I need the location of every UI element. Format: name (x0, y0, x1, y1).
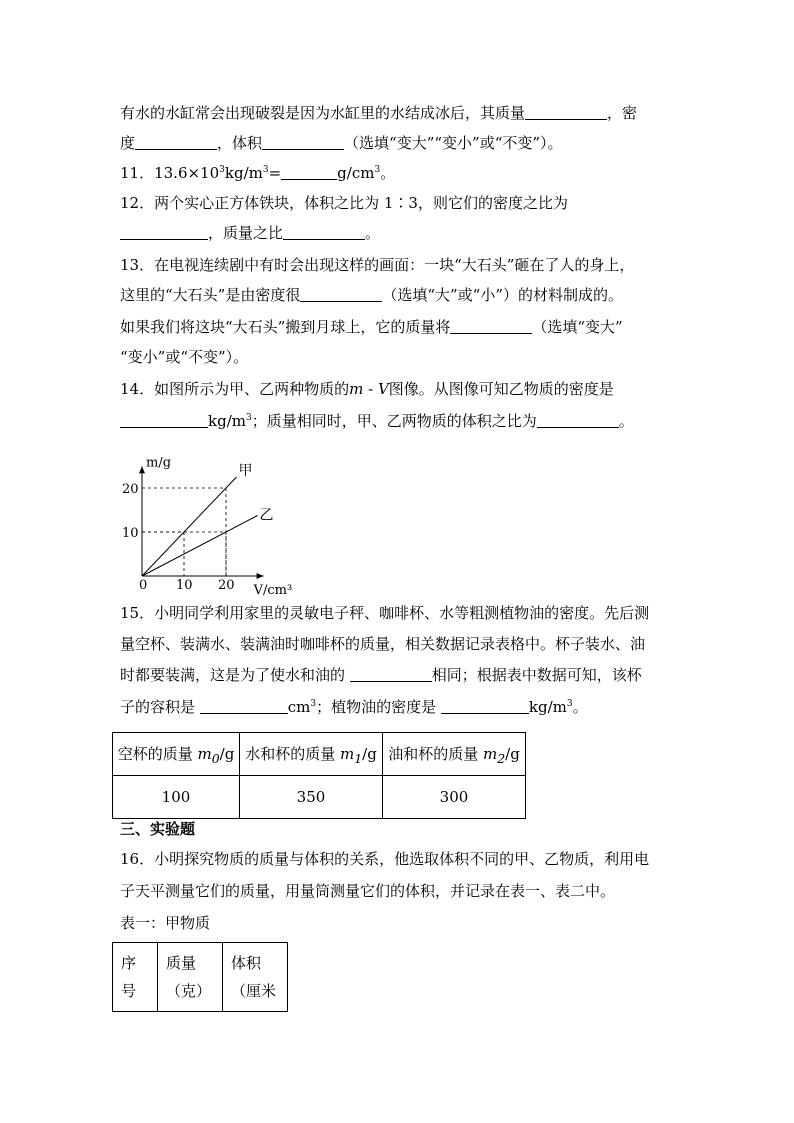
q15-unit-b: kg/m (528, 698, 567, 716)
q13-line-1 (120, 254, 634, 276)
q16-line-2 (120, 880, 615, 902)
q15-line-2 (120, 633, 645, 655)
series-line-2 (142, 516, 258, 577)
answer-blank[interactable] (350, 667, 432, 682)
q13-line-4 (120, 346, 248, 368)
q16-table-1 (112, 942, 288, 1012)
header-sub: 2 (497, 750, 506, 766)
q13-text-d: 如果我们将这块“大石头”搬到月球上，它的质量将 (120, 318, 451, 336)
q12-text: 12．两个实心正方体铁块，体积之比为 1∶3，则它们的密度之比为 (120, 194, 568, 212)
table-header-cell (158, 943, 223, 1012)
header-line: 序 (121, 954, 137, 972)
answer-blank[interactable] (135, 135, 217, 150)
y-tick-label: 20 (122, 482, 139, 497)
header-unit: /g (505, 744, 520, 763)
x-axis-arrow (257, 573, 264, 579)
header-sub: 1 (354, 750, 363, 766)
y-axis-arrow (139, 466, 145, 473)
series-line-1 (142, 477, 237, 576)
q10-text-c: 度 (120, 134, 136, 152)
y-axis-label: m/g (146, 455, 172, 471)
answer-blank[interactable] (120, 225, 208, 240)
q14-text: 14．如图所示为甲、乙两种物质的 (120, 380, 350, 398)
table-header-row (113, 733, 526, 776)
q15-unit-b-exp: 3 (566, 699, 573, 709)
q13-line-2 (120, 284, 623, 306)
header-sub: 0 (211, 750, 220, 766)
answer-blank[interactable] (281, 165, 337, 180)
q10-text-a: 有水的水缸常会出现破裂是因为水缸里的水结成冰后，其质量 (120, 104, 526, 122)
x-tick-label: 20 (218, 578, 235, 593)
q15-text-f: ；植物油的密度是 (316, 698, 441, 716)
mv-graph (120, 448, 320, 598)
header-var: m (482, 744, 498, 763)
header-line: 体积 (231, 954, 262, 972)
q15-text-b: 量空杯、装满水、装满油时咖啡杯的质量，相关数据记录表格中。杯子装水、油 (120, 635, 646, 653)
section-title: 三、实验题 (120, 820, 196, 838)
q15-line-4 (120, 696, 588, 718)
q15-text-g: 。 (572, 698, 588, 716)
q16-line-1 (120, 848, 649, 870)
q15-line-1 (120, 602, 649, 624)
q10-text-d: ，体积 (217, 134, 263, 152)
answer-blank[interactable] (450, 319, 532, 334)
q11-text: 11．13.6×10 (120, 164, 220, 182)
q13-text-c: （选填“大”或“小”）的材料制成的。 (382, 286, 624, 304)
q15-unit-a: cm (287, 698, 311, 716)
q11-unit-b: g/cm (337, 164, 375, 182)
q14-text-c: ；质量相同时，甲、乙两物质的体积之比为 (251, 412, 537, 430)
header-unit: /g (362, 744, 377, 763)
q13-text-f: “变小”或“不变”）。 (120, 348, 249, 366)
q10-line-1 (120, 102, 637, 124)
table-cell: 300 (383, 776, 526, 819)
table-row (113, 776, 526, 819)
q11-unit-b-exp: 3 (374, 165, 381, 175)
q15-data-table (112, 732, 526, 819)
answer-blank[interactable] (441, 699, 529, 714)
q12-line-2 (120, 222, 380, 244)
q15-text-d: 相同；根据表中数据可知，该杯 (431, 666, 642, 684)
answer-blank[interactable] (283, 225, 365, 240)
q11-equals: = (268, 164, 282, 182)
table-cell: 100 (113, 776, 240, 819)
table-caption (120, 912, 210, 934)
table-header-row (113, 943, 288, 1012)
q11-line (120, 162, 395, 184)
q14-unit: kg/m (208, 412, 246, 430)
q10-text-e: （选填“变大”“变小”或“不变”）。 (344, 134, 563, 152)
q15-text-c: 时都要装满，这是为了使水和油的 (120, 666, 350, 684)
q15-text: 15．小明同学利用家里的灵敏电子秤、咖啡杯、水等粗测植物油的密度。先后测 (120, 604, 650, 622)
answer-blank[interactable] (262, 135, 344, 150)
q15-line-3 (120, 664, 642, 686)
q15-text-e: 子的容积是 (120, 698, 200, 716)
q11-end: 。 (380, 164, 396, 182)
q14-text-d: 。 (618, 412, 634, 430)
q10-text-b: ，密 (607, 104, 638, 122)
table-cell: 350 (240, 776, 383, 819)
answer-blank[interactable] (525, 105, 607, 120)
header-line: （厘米 (231, 982, 277, 1000)
table-caption-text: 表一：甲物质 (120, 914, 211, 932)
answer-blank[interactable] (200, 699, 288, 714)
y-tick-label: 10 (122, 526, 139, 541)
q14-line-2 (120, 410, 634, 432)
header-text: 水和杯的质量 (245, 744, 340, 763)
q13-text: 13．在电视连续剧中有时会出现这样的画面：一块“大石头”砸在了人的身上， (120, 256, 635, 274)
header-line: 质量 (166, 954, 197, 972)
answer-blank[interactable] (300, 287, 382, 302)
q12-text-c: 。 (365, 224, 381, 242)
header-var: m (197, 744, 212, 763)
answer-blank[interactable] (120, 413, 208, 428)
answer-blank[interactable] (537, 413, 619, 428)
q14-unit-exp: 3 (245, 413, 252, 423)
x-tick-label: 10 (176, 578, 193, 593)
q11-unit-a-exp: 3 (262, 165, 269, 175)
header-unit: /g (219, 744, 235, 763)
q12-text-b: ，质量之比 (208, 224, 284, 242)
header-text: 油和杯的质量 (388, 744, 483, 763)
x-tick-label: 0 (139, 578, 148, 593)
header-text: 空杯的质量 (117, 744, 198, 763)
table-header-cell (383, 733, 526, 776)
q13-text-b: 这里的“大石头”是由密度很 (120, 286, 301, 304)
series-label: 甲 (238, 463, 253, 479)
q14-dash: - (363, 380, 378, 398)
table-header-cell (223, 943, 288, 1012)
table-header-cell (113, 733, 240, 776)
header-line: 号 (121, 982, 137, 1000)
section-heading (120, 818, 195, 840)
q14-var-v: V (377, 380, 389, 398)
header-var: m (339, 744, 355, 763)
q13-text-e: （选填“变大” (532, 318, 623, 336)
q14-text-b: 图像。从图像可知乙物质的密度是 (388, 380, 614, 398)
series-label: 乙 (259, 507, 274, 524)
q12-line-1 (120, 192, 568, 214)
header-line: （克） (166, 982, 212, 1000)
table-header-cell (240, 733, 383, 776)
q16-text-b: 子天平测量它们的质量，用量筒测量它们的体积，并记录在表一、表二中。 (120, 882, 616, 900)
q11-exponent: 3 (219, 165, 225, 175)
q15-unit-a-exp: 3 (310, 699, 317, 709)
q11-unit-a: kg/m (224, 164, 263, 182)
q16-text: 16．小明探究物质的质量与体积的关系，他选取体积不同的甲、乙物质，利用电 (120, 850, 650, 868)
x-axis-label: V/cm³ (253, 583, 293, 598)
q10-line-2 (120, 132, 563, 154)
q14-line-1 (120, 378, 614, 400)
q14-var-m: m (349, 380, 364, 398)
q13-line-3 (120, 316, 623, 338)
table-header-cell (113, 943, 158, 1012)
